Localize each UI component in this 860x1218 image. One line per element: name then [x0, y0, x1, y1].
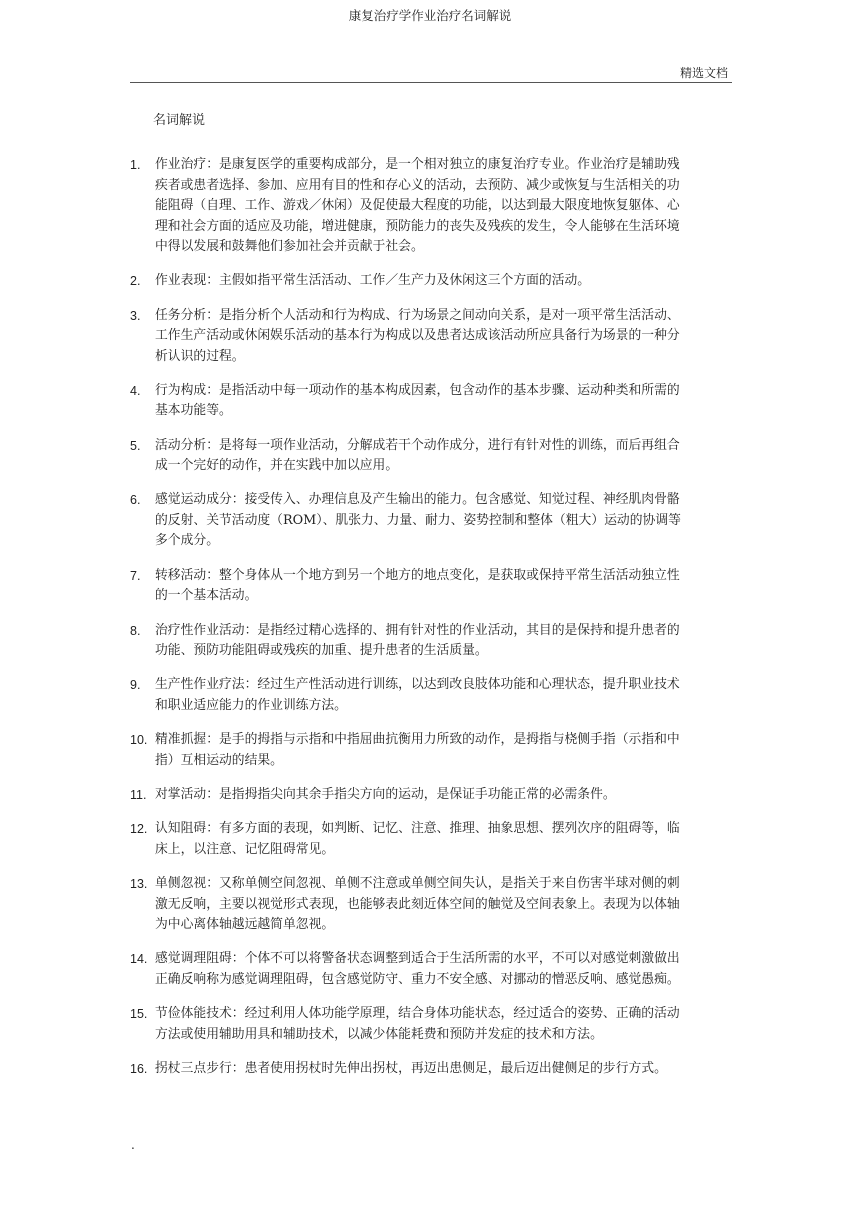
list-item — [130, 949, 690, 990]
item-number: 1. — [130, 158, 141, 172]
item-text: 生产性作业疗法：经过生产性活动进行训练，以达到改良肢体功能和心理状态，提升职业技术和职业适应能力的作业训练方法。 — [155, 677, 680, 713]
item-number: 10. — [130, 733, 148, 748]
item-number: 16. — [130, 1061, 148, 1076]
item-text: 转移活动：整个身体从一个地方到另一个地方的地点变化，是获取或保持平常生活活动独立性的一个基本活动。 — [155, 567, 680, 604]
item-text: 治疗性作业活动：是指经过精心选择的、拥有针对性的作业活动，其目的是保持和提升患者的功能、预防功能阻碍或残疾的加重、提升患者的生活质量。 — [155, 622, 680, 659]
item-text: 单侧忽视：又称单侧空间忽视、单侧不注意或单侧空间失认，是指关于来自伤害半球对侧的刺激无反响，主要以视觉形式表现，也能够表此刻近体空间的触觉及空间表象上。表现为以体轴为中心离体轴越远越简单忽视。 — [155, 876, 680, 933]
item-text: 行为构成：是指活动中每一项动作的基本构成因素，包含动作的基本步骤、运动种类和所需的基本功能等。 — [155, 382, 680, 419]
item-number: 9. — [130, 678, 141, 693]
list-item — [130, 381, 690, 422]
list-item — [130, 1059, 690, 1080]
item-number: 13. — [130, 877, 148, 892]
section-title: 名词解说 — [153, 113, 206, 128]
item-text: 活动分析：是将每一项作业活动，分解成若干个动作成分，进行有针对性的训练，而后再组合成一个完好的动作，并在实践中加以应用。 — [155, 437, 680, 474]
list-item — [130, 1004, 690, 1045]
list-item — [130, 874, 690, 936]
list-item — [130, 271, 690, 292]
list-item — [130, 675, 690, 716]
item-number: 12. — [130, 822, 148, 837]
definition-list — [130, 155, 690, 1093]
list-item — [130, 730, 690, 771]
item-number: 14. — [130, 952, 148, 967]
item-text: 作业表现：主假如指平常生活活动、工作／生产力及休闲这三个方面的活动。 — [155, 273, 591, 289]
item-text: 节俭体能技术：经过利用人体功能学原理，结合身体功能状态，经过适合的姿势、正确的活动方法或使用辅助用具和辅助技术，以减少体能耗费和预防并发症的技术和方法。 — [155, 1006, 680, 1042]
list-item — [130, 155, 690, 258]
list-item — [130, 566, 690, 607]
item-number: 11. — [130, 787, 147, 802]
item-text: 认知阻碍：有多方面的表现，如判断、记忆、注意、推理、抽象思想、摆列次序的阻碍等，临床上，以注意、记忆阻碍常见。 — [155, 821, 680, 857]
list-item — [130, 436, 690, 477]
item-number: 7. — [130, 568, 141, 583]
item-text: 作业治疗：是康复医学的重要构成部分，是一个相对独立的康复治疗专业。作业治疗是辅助残疾者或患者选择、参加、应用有目的性和存心义的活动，去预防、减少或恢复与生活相关的功能阻碍（自理、工作、游戏／休闲）及促使最大程度的功能，以达到最大限度地恢复躯体、心理和社会方面的适应及功能，增进健康，预防能力的丧失及残疾的发生，令人能够在生活环境中得以发展和鼓舞他们参加社会并贡献于社会。 — [155, 157, 680, 254]
list-item — [130, 490, 690, 552]
item-number: 3. — [130, 308, 141, 323]
list-item — [130, 621, 690, 662]
item-number: 4. — [130, 383, 141, 398]
list-item — [130, 819, 690, 860]
document-title: 康复治疗学作业治疗名词解说 — [348, 8, 512, 23]
footer-mark: . — [131, 1138, 135, 1152]
item-text: 精准抓握：是手的拇指与示指和中指屈曲抗衡用力所致的动作，是拇指与桡侧手指（示指和中指）互相运动的结果。 — [155, 732, 680, 768]
header-divider — [130, 82, 732, 83]
item-number: 8. — [130, 623, 141, 638]
item-text: 拐杖三点步行：患者使用拐杖时先伸出拐杖，再迈出患侧足，最后迈出健侧足的步行方式。 — [155, 1060, 667, 1076]
list-item — [130, 306, 690, 368]
item-number: 15. — [130, 1007, 148, 1022]
item-text: 对掌活动：是指拇指尖向其余手指尖方向的运动，是保证手功能正常的必需条件。 — [155, 786, 616, 802]
item-text: 感觉调理阻碍：个体不可以将警备状态调整到适合于生活所需的水平，不可以对感觉刺激做出正确反响称为感觉调理阻碍，包含感觉防守、重力不安全感、对挪动的憎恶反响、感觉愚痴。 — [155, 951, 680, 987]
list-item — [130, 785, 690, 806]
item-number: 6. — [130, 493, 141, 508]
item-text: 感觉运动成分：接受传入、办理信息及产生输出的能力。包含感觉、知觉过程、神经肌肉骨骼的反射、关节活动度（ROM）、肌张力、力量、耐力、姿势控制和整体（粗大）运动的协调等多个成分。 — [155, 492, 681, 549]
item-number: 5. — [130, 438, 141, 453]
item-text: 任务分析：是指分析个人活动和行为构成、行为场景之间动向关系，是对一项平常生活活动、工作生产活动或休闲娱乐活动的基本行为构成以及患者达成该活动所应具备行为场景的一种分析认识的过程。 — [155, 307, 680, 364]
item-number: 2. — [130, 274, 141, 289]
header-label: 精选文档 — [679, 66, 728, 80]
